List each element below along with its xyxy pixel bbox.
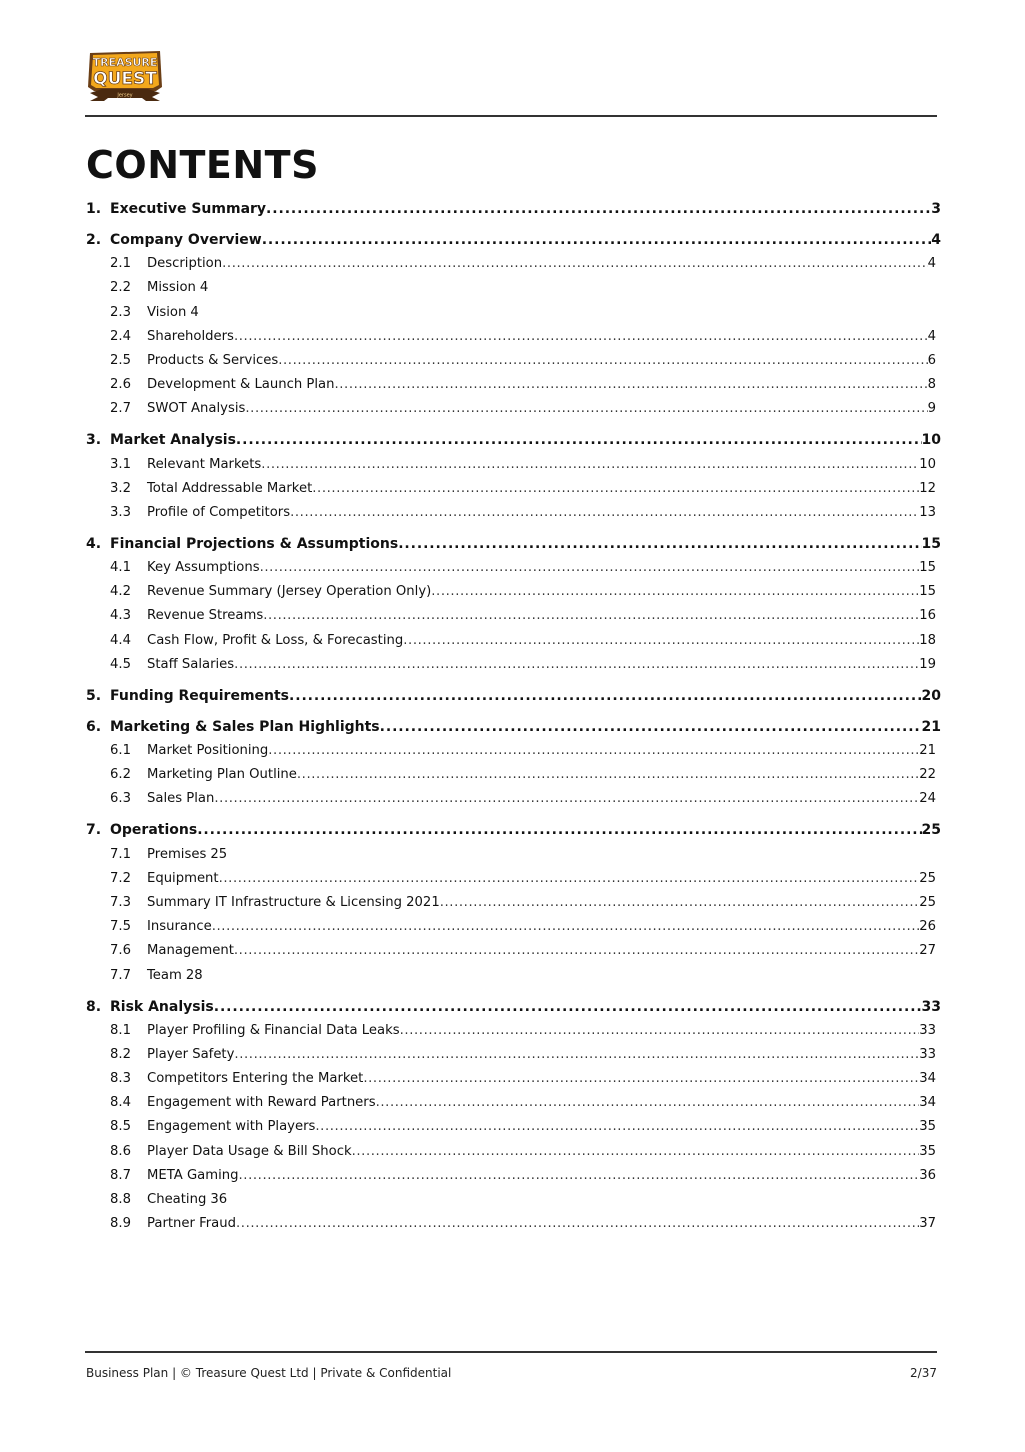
toc-page-number: 35: [919, 1143, 936, 1159]
toc-section-number: 6.: [86, 718, 102, 735]
toc-subsection-number: 2.1: [110, 256, 131, 272]
toc-section[interactable]: [86, 999, 941, 1021]
toc-leader: [212, 919, 920, 934]
toc-section-number: 8.: [86, 998, 102, 1015]
toc-subsection-number: 2.4: [110, 328, 131, 344]
toc-section[interactable]: [86, 432, 941, 454]
toc-subsection-number: 7.1: [110, 846, 131, 862]
toc-page-number: 36: [919, 1167, 936, 1183]
toc-subsection-title: Relevant Markets: [147, 456, 262, 472]
toc-subsection-number: 7.6: [110, 943, 131, 959]
toc-subsection-title: Player Safety: [147, 1046, 235, 1062]
toc-subsection-title: Shareholders: [147, 328, 234, 344]
toc-subsection-number: 8.5: [110, 1119, 131, 1135]
toc-page-number: 34: [919, 1071, 936, 1087]
toc-section-number: 7.: [86, 822, 102, 839]
toc-page-number: 13: [919, 504, 936, 520]
toc-leader: [431, 584, 919, 599]
toc-subsection-title: Vision: [147, 304, 187, 320]
toc-subsection[interactable]: [86, 1144, 941, 1166]
toc-subsection[interactable]: [86, 657, 941, 679]
toc-leader: [234, 329, 928, 344]
toc-section[interactable]: [86, 232, 941, 254]
toc-subsection-title: Engagement with Players: [147, 1119, 316, 1135]
toc-leader: [289, 688, 921, 704]
toc-page-number: 25: [921, 822, 941, 839]
toc-page-number: 9: [927, 401, 936, 417]
toc-page-number: 35: [919, 1119, 936, 1135]
toc-subsection-number: 8.6: [110, 1143, 131, 1159]
toc-subsection-number: 4.5: [110, 656, 131, 672]
table-of-contents: [86, 201, 941, 1238]
toc-subsection-number: 2.7: [110, 401, 131, 417]
toc-section-title: Executive Summary: [110, 201, 267, 217]
toc-subsection[interactable]: [86, 280, 941, 302]
toc-page-number: 10: [921, 432, 941, 449]
toc-page-number: 4: [190, 304, 199, 320]
toc-subsection-title: SWOT Analysis: [147, 401, 246, 417]
footer-rule: [85, 1351, 937, 1353]
toc-subsection[interactable]: [86, 401, 941, 423]
toc-subsection[interactable]: [86, 767, 941, 789]
toc-subsection[interactable]: [86, 457, 941, 479]
toc-leader: [263, 608, 919, 623]
toc-subsection[interactable]: [86, 377, 941, 399]
toc-subsection[interactable]: [86, 943, 941, 965]
toc-subsection[interactable]: [86, 1071, 941, 1093]
toc-subsection-number: 7.5: [110, 919, 131, 935]
page-title: CONTENTS: [86, 143, 319, 187]
toc-leader: [278, 353, 927, 368]
toc-leader: [262, 232, 932, 248]
toc-page-number: 12: [919, 480, 936, 496]
toc-page-number: 25: [919, 894, 936, 910]
toc-section-number: 4.: [86, 535, 102, 552]
toc-subsection[interactable]: [86, 481, 941, 503]
header-rule: [85, 115, 937, 117]
toc-subsection[interactable]: [86, 608, 941, 630]
toc-page-number: 27: [919, 943, 936, 959]
toc-subsection-number: 3.1: [110, 456, 131, 472]
toc-section-number: 5.: [86, 687, 102, 704]
toc-subsection-title: Development & Launch Plan: [147, 377, 335, 393]
toc-subsection[interactable]: [86, 847, 941, 869]
toc-leader: [363, 1071, 919, 1086]
toc-page-number: 6: [927, 352, 936, 368]
toc-subsection-number: 2.3: [110, 304, 131, 320]
toc-subsection-number: 6.3: [110, 791, 131, 807]
toc-section-title: Company Overview: [110, 232, 262, 248]
toc-section-number: 3.: [86, 432, 102, 449]
toc-page-number: 18: [919, 632, 936, 648]
toc-page-number: 25: [210, 846, 228, 862]
toc-subsection-number: 7.7: [110, 967, 131, 983]
toc-leader: [239, 1168, 920, 1183]
toc-page-number: 4: [931, 232, 941, 248]
toc-subsection-number: 3.3: [110, 504, 131, 520]
toc-page-number: 36: [210, 1192, 228, 1207]
toc-subsection[interactable]: [86, 1047, 941, 1069]
toc-subsection[interactable]: [86, 791, 941, 813]
toc-page-number: 4: [927, 256, 936, 272]
toc-page-number: 19: [919, 656, 936, 672]
toc-leader: [376, 1095, 920, 1110]
toc-subsection-number: 2.5: [110, 352, 131, 368]
toc-subsection-number: 4.3: [110, 608, 131, 624]
svg-text:QUEST: QUEST: [93, 69, 157, 89]
toc-subsection-title: Engagement with Reward Partners: [147, 1095, 376, 1111]
toc-leader: [315, 1119, 919, 1134]
toc-subsection[interactable]: [86, 633, 941, 655]
svg-text:TREASURE: TREASURE: [92, 56, 158, 69]
toc-subsection-title: Partner Fraud: [147, 1216, 236, 1232]
toc-leader: [214, 999, 922, 1015]
toc-subsection-title: Market Positioning: [147, 743, 269, 758]
toc-subsection-title: Player Profiling & Financial Data Leaks: [147, 1022, 400, 1038]
page-number: 2/37: [910, 1366, 937, 1380]
toc-page-number: 15: [919, 560, 936, 576]
toc-subsection[interactable]: [86, 584, 941, 606]
toc-leader: [268, 743, 919, 758]
toc-subsection-title: Revenue Streams: [147, 608, 264, 624]
toc-subsection-number: 2.6: [110, 377, 131, 393]
toc-page-number: 15: [921, 535, 941, 552]
svg-text:Jersey: Jersey: [117, 92, 133, 99]
toc-section-title: Marketing & Sales Plan Highlights: [110, 718, 380, 735]
toc-section[interactable]: [86, 536, 941, 558]
toc-section-title: Funding Requirements: [110, 687, 290, 704]
toc-subsection-number: 4.4: [110, 632, 131, 648]
toc-subsection-title: Summary IT Infrastructure & Licensing 2021: [147, 894, 440, 910]
toc-subsection-title: Insurance: [147, 919, 212, 935]
toc-subsection[interactable]: [86, 1216, 941, 1238]
toc-subsection-number: 8.7: [110, 1167, 131, 1183]
footer-text: Business Plan | © Treasure Quest Ltd | Private & Confidential: [86, 1366, 452, 1380]
toc-page-number: 3: [931, 201, 941, 217]
toc-subsection[interactable]: [86, 1192, 941, 1214]
toc-subsection-title: Mission: [147, 280, 196, 296]
toc-leader: [245, 401, 927, 416]
toc-page-number: 21: [921, 718, 941, 735]
toc-leader: [222, 256, 928, 271]
toc-subsection[interactable]: [86, 1023, 941, 1045]
treasure-quest-logo: [86, 47, 164, 105]
toc-leader: [398, 536, 921, 552]
toc-section[interactable]: [86, 719, 941, 741]
toc-section[interactable]: [86, 688, 941, 710]
toc-leader: [234, 657, 919, 672]
toc-section[interactable]: [86, 822, 941, 844]
toc-page-number: 22: [919, 767, 936, 783]
toc-subsection-number: 8.4: [110, 1095, 131, 1111]
toc-subsection[interactable]: [86, 305, 941, 327]
toc-page-number: 33: [919, 1022, 936, 1038]
toc-subsection[interactable]: [86, 1119, 941, 1141]
page-footer: [86, 1366, 937, 1380]
toc-leader: [334, 377, 927, 392]
toc-section-title: Risk Analysis: [110, 998, 214, 1015]
toc-page-number: 20: [921, 687, 941, 704]
toc-subsection-title: Total Addressable Market: [147, 480, 313, 496]
toc-subsection-title: Key Assumptions: [147, 560, 260, 576]
toc-subsection-title: Revenue Summary (Jersey Operation Only): [147, 584, 432, 600]
toc-subsection-title: Cash Flow, Profit & Loss, & Forecasting: [147, 632, 404, 648]
toc-leader: [261, 457, 919, 472]
toc-subsection-number: 8.2: [110, 1046, 131, 1062]
toc-subsection[interactable]: [86, 256, 941, 278]
toc-leader: [197, 822, 921, 838]
toc-leader: [214, 791, 919, 806]
toc-subsection[interactable]: [86, 1168, 941, 1190]
toc-subsection-title: Description: [147, 256, 223, 272]
toc-page-number: 24: [919, 791, 936, 807]
toc-page-number: 4: [199, 280, 209, 296]
toc-subsection-title: Player Data Usage & Bill Shock: [147, 1143, 352, 1159]
toc-subsection-title: Profile of Competitors: [147, 504, 291, 520]
toc-subsection-title: Premises: [147, 846, 207, 862]
toc-page-number: 33: [919, 1046, 936, 1062]
toc-subsection[interactable]: [86, 1095, 941, 1117]
toc-section-title: Operations: [110, 822, 198, 839]
toc-page-number: 26: [919, 919, 936, 935]
toc-subsection-number: 6.2: [110, 767, 131, 783]
toc-leader: [440, 895, 920, 910]
toc-section[interactable]: [86, 201, 941, 223]
toc-subsection[interactable]: [86, 329, 941, 351]
toc-subsection-title: META Gaming: [147, 1167, 239, 1183]
toc-subsection[interactable]: [86, 743, 941, 765]
toc-page-number: 15: [919, 584, 936, 600]
toc-section-title: Market Analysis: [110, 432, 236, 449]
toc-page-number: 28: [185, 967, 203, 983]
toc-leader: [236, 432, 922, 448]
toc-leader: [290, 505, 919, 520]
toc-subsection-number: 8.3: [110, 1071, 131, 1087]
toc-leader: [352, 1144, 920, 1159]
toc-subsection-number: 8.9: [110, 1216, 131, 1232]
toc-page-number: 37: [919, 1216, 936, 1232]
toc-subsection-number: 3.2: [110, 480, 131, 496]
toc-section-title: Financial Projections & Assumptions: [110, 535, 399, 552]
toc-leader: [403, 633, 919, 648]
toc-subsection-number: 6.1: [110, 743, 131, 758]
toc-subsection-title: Staff Salaries: [147, 656, 235, 672]
toc-subsection-number: 4.1: [110, 560, 131, 576]
toc-subsection-number: 7.2: [110, 870, 131, 886]
toc-subsection-title: Marketing Plan Outline: [147, 767, 297, 783]
toc-subsection-title: Cheating: [147, 1192, 207, 1207]
toc-subsection-title: Equipment: [147, 870, 219, 886]
toc-subsection-title: Management: [147, 943, 234, 959]
toc-page-number: 34: [919, 1095, 936, 1111]
toc-page-number: 33: [921, 998, 941, 1015]
toc-leader: [219, 871, 920, 886]
toc-subsection-number: 8.1: [110, 1022, 131, 1038]
toc-leader: [260, 560, 920, 575]
toc-subsection[interactable]: [86, 353, 941, 375]
toc-page-number: 10: [919, 456, 936, 472]
toc-leader: [266, 201, 931, 217]
toc-subsection[interactable]: [86, 919, 941, 941]
toc-leader: [234, 943, 919, 958]
toc-section-number: 2.: [86, 232, 102, 248]
toc-leader: [234, 1047, 919, 1062]
toc-subsection-title: Team: [147, 967, 182, 983]
toc-page-number: 8: [927, 377, 936, 393]
toc-leader: [400, 1023, 920, 1038]
toc-subsection-number: 7.3: [110, 894, 131, 910]
toc-section-number: 1.: [86, 201, 102, 217]
toc-subsection-title: Sales Plan: [147, 791, 215, 807]
toc-subsection[interactable]: [86, 560, 941, 582]
toc-page-number: 21: [919, 743, 936, 758]
toc-leader: [312, 481, 919, 496]
toc-subsection[interactable]: [86, 968, 941, 990]
toc-leader: [380, 719, 922, 735]
toc-subsection[interactable]: [86, 505, 941, 527]
toc-subsection[interactable]: [86, 871, 941, 893]
toc-page-number: 16: [919, 608, 936, 624]
toc-leader: [297, 767, 919, 782]
toc-subsection-number: 2.2: [110, 280, 131, 296]
toc-subsection[interactable]: [86, 895, 941, 917]
toc-subsection-number: 8.8: [110, 1192, 131, 1207]
toc-subsection-title: Competitors Entering the Market: [147, 1071, 364, 1087]
toc-leader: [236, 1216, 919, 1231]
toc-page-number: 25: [919, 870, 936, 886]
toc-subsection-number: 4.2: [110, 584, 131, 600]
toc-page-number: 4: [927, 328, 936, 344]
toc-subsection-title: Products & Services: [147, 352, 279, 368]
